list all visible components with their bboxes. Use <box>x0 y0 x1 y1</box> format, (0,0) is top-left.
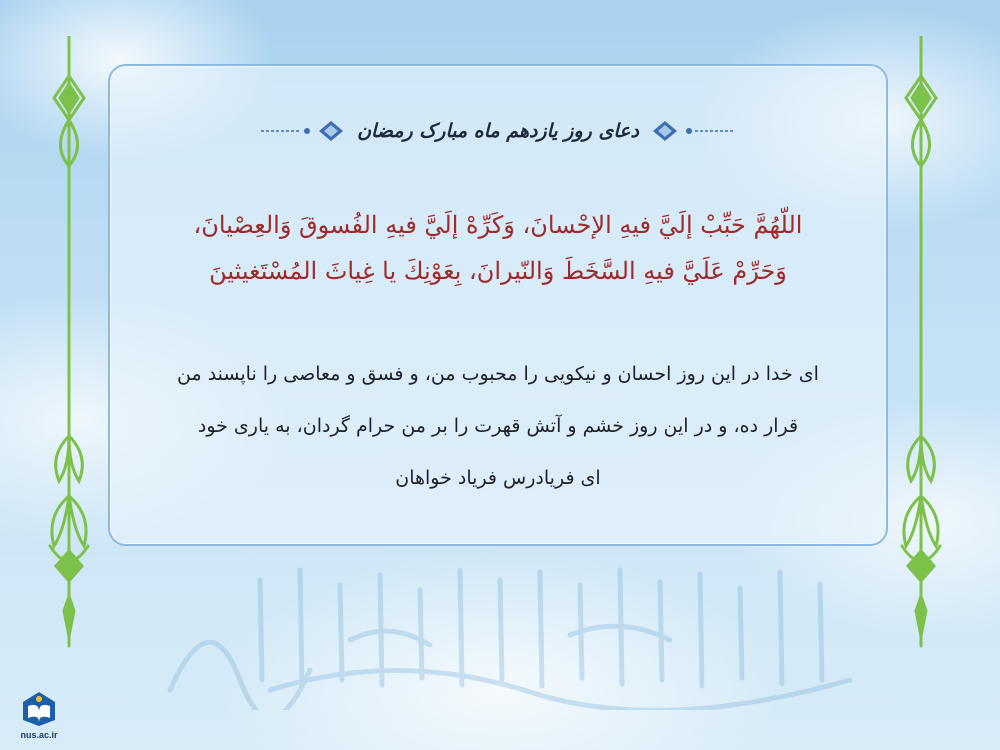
page-title: دعای روز یازدهم ماه مبارک رمضان <box>357 120 639 142</box>
book-logo-icon <box>19 690 59 728</box>
title-right-decoration <box>649 120 735 142</box>
persian-line: ای خدا در این روز احسان و نیکویی را محبوب من، و فسق و معاصی را ناپسند من <box>177 363 819 385</box>
title-row <box>110 114 886 148</box>
left-floral-ornament <box>44 36 94 656</box>
persian-line: ای فریادرس فریاد خواهان <box>395 467 601 489</box>
arabic-prayer <box>150 202 846 294</box>
logo-text: nus.ac.ir <box>20 730 58 740</box>
title-left-decoration <box>261 120 347 142</box>
right-floral-ornament <box>896 36 946 656</box>
site-logo[interactable] <box>6 690 72 748</box>
arabic-line: وَحَرِّمْ عَلَيَّ فيهِ السَّخَطَ وَالنّيرانَ، بِعَوْنِكَ يا غِياثَ المُسْتَغيثينَ <box>209 257 787 285</box>
prayer-panel <box>108 64 888 546</box>
persian-translation <box>150 348 846 504</box>
calligraphy-watermark <box>150 560 870 710</box>
persian-line: قرار ده، و در این روز خشم و آتش قهرت را بر من حرام گردان، به یاری خود <box>197 415 799 437</box>
arabic-line: اللّهُمَّ حَبِّبْ إلَيَّ فيهِ الإحْسانَ، وَكَرِّهْ إلَيَّ فيهِ الفُسوقَ وَالعِصْيانَ، <box>193 211 803 239</box>
